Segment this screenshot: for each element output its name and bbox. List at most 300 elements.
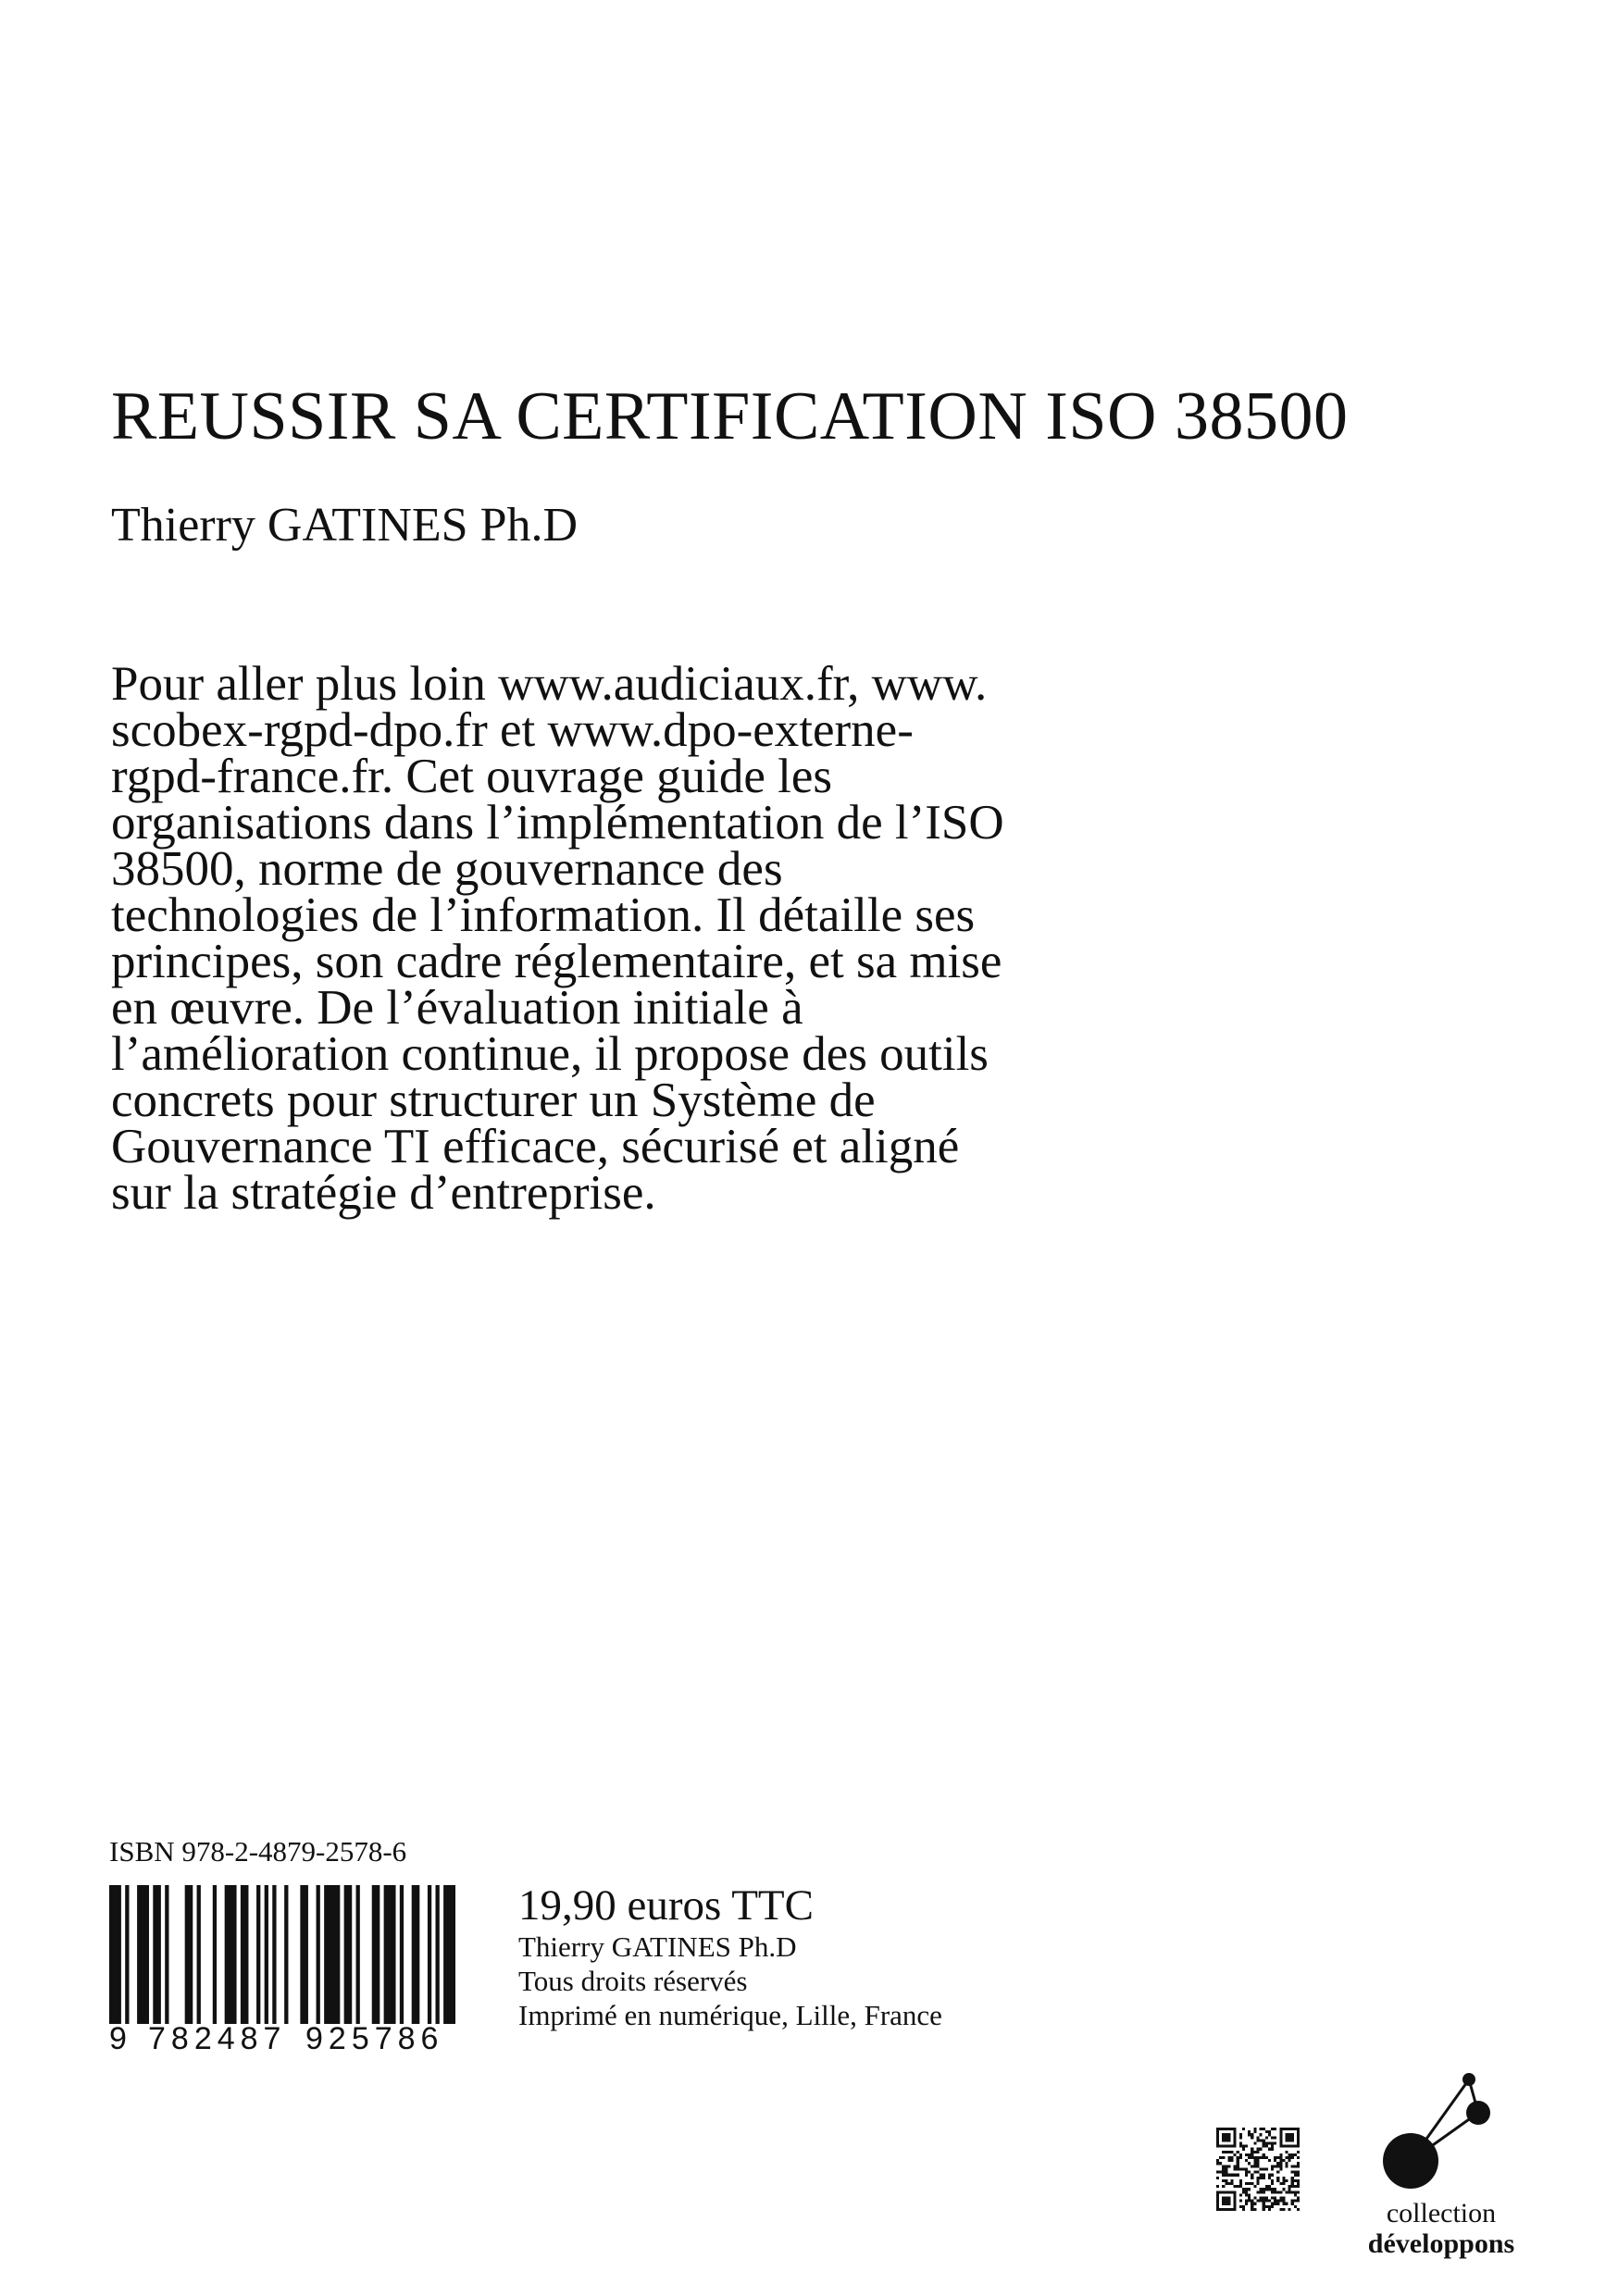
qr-module — [1248, 2156, 1251, 2159]
description-line: rgpd-france.fr. Cet ouvrage guide les — [111, 750, 833, 803]
qr-module — [1276, 2156, 1279, 2159]
qr-module — [1274, 2196, 1276, 2199]
qr-module — [1294, 2179, 1297, 2182]
qr-module — [1253, 2128, 1256, 2130]
description-line: technologies de l’information. Il détaille ses — [111, 888, 976, 942]
qr-module — [1276, 2179, 1279, 2182]
qr-module — [1260, 2128, 1263, 2130]
barcode-digit-group-left: 782487 — [148, 2021, 287, 2056]
qr-module — [1294, 2205, 1297, 2208]
qr-module — [1265, 2188, 1268, 2191]
barcode-bar — [225, 1885, 237, 2024]
qr-module — [1245, 2145, 1248, 2148]
qr-module — [1274, 2165, 1276, 2167]
imprint-printed: Imprimé en numérique, Lille, France — [518, 1999, 942, 2031]
description-line: Gouvernance TI efficace, sécurisé et aligné — [111, 1120, 960, 1173]
qr-module — [1274, 2188, 1276, 2191]
qr-module — [1263, 2188, 1265, 2191]
qr-module — [1253, 2203, 1256, 2205]
qr-module — [1297, 2179, 1300, 2182]
qr-module — [1263, 2177, 1265, 2179]
qr-module — [1256, 2182, 1259, 2185]
qr-module — [1263, 2200, 1265, 2203]
qr-module — [1222, 2156, 1225, 2159]
qr-module — [1216, 2159, 1219, 2162]
qr-module — [1297, 2156, 1300, 2159]
qr-module — [1274, 2128, 1276, 2130]
qr-module — [1263, 2196, 1265, 2199]
qr-module — [1285, 2165, 1288, 2167]
qr-module — [1265, 2185, 1268, 2188]
qr-module — [1245, 2174, 1248, 2177]
barcode-digit-group-right: 925786 — [305, 2021, 444, 2056]
qr-module — [1276, 2200, 1279, 2203]
qr-module — [1294, 2171, 1297, 2174]
qr-module — [1276, 2177, 1279, 2179]
qr-module — [1268, 2188, 1271, 2191]
barcode-bar — [137, 1885, 149, 2024]
qr-module — [1260, 2191, 1263, 2193]
qr-module — [1279, 2196, 1282, 2199]
isbn-barcode — [109, 1885, 455, 2024]
qr-module — [1256, 2179, 1259, 2182]
qr-module — [1256, 2171, 1259, 2174]
qr-finder-module — [1222, 2133, 1230, 2141]
qr-module — [1297, 2200, 1300, 2203]
qr-module — [1239, 2193, 1242, 2196]
qr-module — [1263, 2205, 1265, 2208]
qr-module — [1256, 2191, 1259, 2193]
qr-module — [1265, 2167, 1268, 2170]
qr-module — [1216, 2162, 1219, 2165]
qr-module — [1294, 2193, 1297, 2196]
qr-module — [1274, 2142, 1276, 2145]
qr-module — [1222, 2151, 1225, 2153]
qr-module — [1234, 2165, 1237, 2167]
barcode-bar — [256, 1885, 260, 2024]
qr-module — [1253, 2208, 1256, 2211]
qr-module — [1271, 2174, 1274, 2177]
qr-module — [1242, 2148, 1245, 2151]
qr-module — [1251, 2177, 1253, 2179]
qr-module — [1271, 2148, 1274, 2151]
qr-module — [1251, 2133, 1253, 2136]
qr-module — [1239, 2142, 1242, 2145]
qr-module — [1260, 2156, 1263, 2159]
qr-module — [1253, 2171, 1256, 2174]
qr-module — [1239, 2133, 1242, 2136]
qr-module — [1265, 2145, 1268, 2148]
qr-module — [1234, 2174, 1237, 2177]
qr-module — [1265, 2196, 1268, 2199]
qr-module — [1291, 2177, 1294, 2179]
qr-module — [1263, 2142, 1265, 2145]
qr-module — [1237, 2174, 1239, 2177]
qr-module — [1265, 2200, 1268, 2203]
qr-module — [1297, 2174, 1300, 2177]
qr-module — [1276, 2171, 1279, 2174]
qr-module — [1265, 2130, 1268, 2133]
qr-module — [1227, 2165, 1230, 2167]
qr-module — [1231, 2182, 1234, 2185]
barcode-bar — [400, 1885, 404, 2024]
barcode-bar — [284, 1885, 288, 2024]
qr-module — [1263, 2174, 1265, 2177]
qr-module — [1222, 2185, 1225, 2188]
qr-module — [1288, 2191, 1291, 2193]
qr-module — [1271, 2205, 1274, 2208]
qr-module — [1219, 2171, 1222, 2174]
qr-module — [1268, 2174, 1271, 2177]
collection-label: collection — [1386, 2198, 1497, 2228]
qr-module — [1248, 2133, 1251, 2136]
qr-module — [1239, 2179, 1242, 2182]
qr-module — [1282, 2208, 1285, 2211]
qr-module — [1239, 2145, 1242, 2148]
qr-module — [1288, 2185, 1291, 2188]
qr-module — [1279, 2208, 1282, 2211]
qr-module — [1248, 2182, 1251, 2185]
qr-module — [1268, 2185, 1271, 2188]
qr-module — [1268, 2177, 1271, 2179]
qr-module — [1297, 2191, 1300, 2193]
qr-module — [1245, 2191, 1248, 2193]
qr-module — [1274, 2203, 1276, 2205]
qr-module — [1253, 2142, 1256, 2145]
barcode-bar — [125, 1885, 129, 2024]
qr-module — [1256, 2159, 1259, 2162]
qr-module — [1285, 2162, 1288, 2165]
qr-module — [1242, 2167, 1245, 2170]
qr-module — [1271, 2142, 1274, 2145]
qr-module — [1251, 2151, 1253, 2153]
book-title: REUSSIR SA CERTIFICATION ISO 38500 — [111, 379, 1349, 454]
qr-module — [1245, 2171, 1248, 2174]
qr-module — [1263, 2191, 1265, 2193]
qr-module — [1274, 2159, 1276, 2162]
qr-module — [1288, 2208, 1291, 2211]
qr-module — [1216, 2177, 1219, 2179]
qr-module — [1253, 2156, 1256, 2159]
qr-module — [1279, 2162, 1282, 2165]
description-line: en œuvre. De l’évaluation initiale à — [111, 981, 803, 1035]
qr-module — [1271, 2136, 1274, 2139]
qr-module — [1282, 2188, 1285, 2191]
description-line: sur la stratégie d’entreprise. — [111, 1166, 656, 1220]
qr-module — [1237, 2162, 1239, 2165]
qr-module — [1237, 2156, 1239, 2159]
description-line: l’amélioration continue, il propose des outils — [111, 1027, 989, 1081]
qr-module — [1282, 2159, 1285, 2162]
qr-module — [1279, 2153, 1282, 2156]
qr-module — [1242, 2188, 1245, 2191]
qr-module — [1256, 2151, 1259, 2153]
qr-module — [1285, 2191, 1288, 2193]
barcode-bar — [185, 1885, 193, 2024]
qr-module — [1268, 2208, 1271, 2211]
isbn-label: ISBN 978-2-4879-2578-6 — [109, 1835, 407, 1868]
qr-module — [1242, 2205, 1245, 2208]
qr-module — [1260, 2133, 1263, 2136]
qr-module — [1251, 2200, 1253, 2203]
qr-module — [1216, 2171, 1219, 2174]
qr-module — [1239, 2153, 1242, 2156]
qr-module — [1260, 2200, 1263, 2203]
qr-module — [1268, 2148, 1271, 2151]
qr-module — [1227, 2159, 1230, 2162]
qr-module — [1268, 2133, 1271, 2136]
qr-module — [1222, 2171, 1225, 2174]
qr-module — [1291, 2171, 1294, 2174]
qr-module — [1271, 2167, 1274, 2170]
qr-module — [1237, 2167, 1239, 2170]
barcode-bar — [317, 1885, 320, 2024]
qr-module — [1279, 2200, 1282, 2203]
qr-module — [1245, 2203, 1248, 2205]
qr-module — [1239, 2205, 1242, 2208]
qr-module — [1222, 2179, 1225, 2182]
qr-module — [1242, 2208, 1245, 2211]
imprint-block — [518, 1881, 942, 2032]
qr-module — [1239, 2185, 1242, 2188]
barcode-bar — [241, 1885, 249, 2024]
qr-module — [1291, 2203, 1294, 2205]
qr-module — [1225, 2171, 1227, 2174]
qr-module — [1282, 2182, 1285, 2185]
qr-module — [1231, 2174, 1234, 2177]
qr-module — [1231, 2179, 1234, 2182]
qr-module — [1248, 2196, 1251, 2199]
description-line: concrets pour structurer un Système de — [111, 1074, 876, 1127]
qr-module — [1274, 2156, 1276, 2159]
qr-module — [1260, 2196, 1263, 2199]
barcode-bar — [428, 1885, 431, 2024]
qr-module — [1245, 2188, 1248, 2191]
barcode-bar — [265, 1885, 268, 2024]
barcode-bar — [436, 1885, 440, 2024]
qr-module — [1279, 2167, 1282, 2170]
molecule-logo-icon — [1361, 2065, 1523, 2192]
qr-module — [1291, 2191, 1294, 2193]
qr-module — [1263, 2145, 1265, 2148]
qr-module — [1288, 2188, 1291, 2191]
qr-module — [1231, 2156, 1234, 2159]
qr-module — [1253, 2196, 1256, 2199]
qr-module — [1260, 2148, 1263, 2151]
qr-module — [1271, 2182, 1274, 2185]
book-author: Thierry GATINES Ph.D — [111, 499, 579, 552]
qr-module — [1251, 2205, 1253, 2208]
qr-module — [1256, 2162, 1259, 2165]
qr-module — [1260, 2177, 1263, 2179]
qr-module — [1274, 2191, 1276, 2193]
qr-module — [1248, 2162, 1251, 2165]
qr-module — [1256, 2156, 1259, 2159]
qr-module — [1227, 2174, 1230, 2177]
qr-module — [1248, 2188, 1251, 2191]
qr-module — [1271, 2203, 1274, 2205]
qr-module — [1237, 2151, 1239, 2153]
qr-module — [1245, 2182, 1248, 2185]
qr-module — [1253, 2165, 1256, 2167]
description-line: scobex-rgpd-dpo.fr et www.dpo-externe- — [111, 703, 914, 757]
qr-module — [1251, 2174, 1253, 2177]
qr-module — [1263, 2128, 1265, 2130]
qr-module — [1263, 2203, 1265, 2205]
qr-module — [1291, 2179, 1294, 2182]
qr-module — [1251, 2148, 1253, 2151]
qr-module — [1294, 2200, 1297, 2203]
qr-module — [1279, 2191, 1282, 2193]
description-line: organisations dans l’implémentation de l’ISO — [111, 796, 1004, 850]
qr-module — [1260, 2139, 1263, 2141]
qr-module — [1225, 2165, 1227, 2167]
qr-module — [1276, 2162, 1279, 2165]
qr-module — [1294, 2185, 1297, 2188]
qr-module — [1263, 2208, 1265, 2211]
barcode-bar — [372, 1885, 380, 2024]
qr-module — [1253, 2185, 1256, 2188]
qr-module — [1282, 2196, 1285, 2199]
qr-module — [1248, 2130, 1251, 2133]
qr-module — [1268, 2200, 1271, 2203]
qr-module — [1274, 2136, 1276, 2139]
qr-module — [1294, 2174, 1297, 2177]
qr-module — [1268, 2205, 1271, 2208]
qr-module — [1242, 2128, 1245, 2130]
qr-module — [1253, 2130, 1256, 2133]
qr-module — [1263, 2139, 1265, 2141]
qr-module — [1237, 2159, 1239, 2162]
qr-module — [1245, 2200, 1248, 2203]
qr-module — [1251, 2208, 1253, 2211]
qr-module — [1253, 2151, 1256, 2153]
barcode-digit-prefix: 9 — [109, 2021, 127, 2056]
qr-module — [1234, 2153, 1237, 2156]
qr-module — [1268, 2130, 1271, 2133]
qr-module — [1271, 2196, 1274, 2199]
qr-finder-module — [1285, 2133, 1293, 2141]
qr-module — [1271, 2179, 1274, 2182]
qr-module — [1245, 2193, 1248, 2196]
qr-module — [1253, 2159, 1256, 2162]
qr-module — [1291, 2185, 1294, 2188]
qr-module — [1291, 2165, 1294, 2167]
qr-module — [1242, 2191, 1245, 2193]
description-line: 38500, norme de gouvernance des — [111, 842, 783, 896]
qr-module — [1222, 2174, 1225, 2177]
price-label: 19,90 euros TTC — [518, 1881, 814, 1930]
qr-module — [1265, 2156, 1268, 2159]
barcode-bar — [197, 1885, 201, 2024]
qr-module — [1291, 2200, 1294, 2203]
barcode-bar — [153, 1885, 161, 2024]
qr-module — [1256, 2165, 1259, 2167]
qr-module — [1248, 2193, 1251, 2196]
qr-module — [1248, 2153, 1251, 2156]
qr-module — [1297, 2171, 1300, 2174]
qr-module — [1268, 2142, 1271, 2145]
collection-name: développons — [1367, 2228, 1515, 2259]
description-line: Pour aller plus loin www.audiciaux.fr, www. — [111, 657, 988, 711]
qr-module — [1227, 2151, 1230, 2153]
barcode-bar — [356, 1885, 360, 2024]
qr-module — [1288, 2156, 1291, 2159]
qr-module — [1227, 2182, 1230, 2185]
qr-module — [1288, 2153, 1291, 2156]
qr-module — [1294, 2153, 1297, 2156]
barcode-bar — [324, 1885, 340, 2024]
qr-module — [1239, 2156, 1242, 2159]
qr-module — [1234, 2167, 1237, 2170]
qr-finder-module — [1222, 2196, 1230, 2204]
barcode-bar — [384, 1885, 396, 2024]
qr-module — [1231, 2151, 1234, 2153]
qr-module — [1260, 2188, 1263, 2191]
qr-module — [1297, 2208, 1300, 2211]
qr-module — [1222, 2167, 1225, 2170]
qr-module — [1242, 2145, 1245, 2148]
qr-module — [1291, 2153, 1294, 2156]
qr-module — [1237, 2185, 1239, 2188]
qr-module — [1279, 2159, 1282, 2162]
qr-module — [1294, 2191, 1297, 2193]
description-line: principes, son cadre réglementaire, et sa mise — [111, 935, 1002, 988]
barcode-bar — [109, 1885, 121, 2024]
qr-module — [1239, 2200, 1242, 2203]
qr-module — [1285, 2179, 1288, 2182]
barcode-bar — [443, 1885, 455, 2024]
qr-module — [1297, 2151, 1300, 2153]
qr-module — [1276, 2165, 1279, 2167]
imprint-rights: Tous droits réservés — [518, 1965, 748, 1997]
qr-module — [1251, 2156, 1253, 2159]
qr-module — [1260, 2174, 1263, 2177]
qr-module — [1271, 2128, 1274, 2130]
barcode-bar — [344, 1885, 353, 2024]
qr-module — [1245, 2159, 1248, 2162]
qr-module — [1225, 2174, 1227, 2177]
book-description — [111, 657, 1203, 1220]
qr-module — [1225, 2167, 1227, 2170]
qr-module — [1260, 2167, 1263, 2170]
qr-module — [1248, 2200, 1251, 2203]
qr-module — [1285, 2156, 1288, 2159]
qr-module — [1265, 2142, 1268, 2145]
qr-module — [1256, 2200, 1259, 2203]
qr-module — [1279, 2165, 1282, 2167]
qr-module — [1225, 2182, 1227, 2185]
qr-module — [1285, 2203, 1288, 2205]
qr-module — [1279, 2156, 1282, 2159]
qr-module — [1256, 2136, 1259, 2139]
qr-module — [1256, 2148, 1259, 2151]
qr-module — [1245, 2153, 1248, 2156]
qr-module — [1248, 2171, 1251, 2174]
qr-module — [1263, 2156, 1265, 2159]
qr-module — [1282, 2200, 1285, 2203]
qr-module — [1282, 2203, 1285, 2205]
barcode-bar — [165, 1885, 168, 2024]
qr-module — [1239, 2136, 1242, 2139]
qr-module — [1265, 2136, 1268, 2139]
qr-module — [1225, 2151, 1227, 2153]
qr-module — [1225, 2179, 1227, 2182]
qr-module — [1271, 2191, 1274, 2193]
qr-module — [1291, 2156, 1294, 2159]
qr-module — [1231, 2159, 1234, 2162]
qr-module — [1276, 2191, 1279, 2193]
